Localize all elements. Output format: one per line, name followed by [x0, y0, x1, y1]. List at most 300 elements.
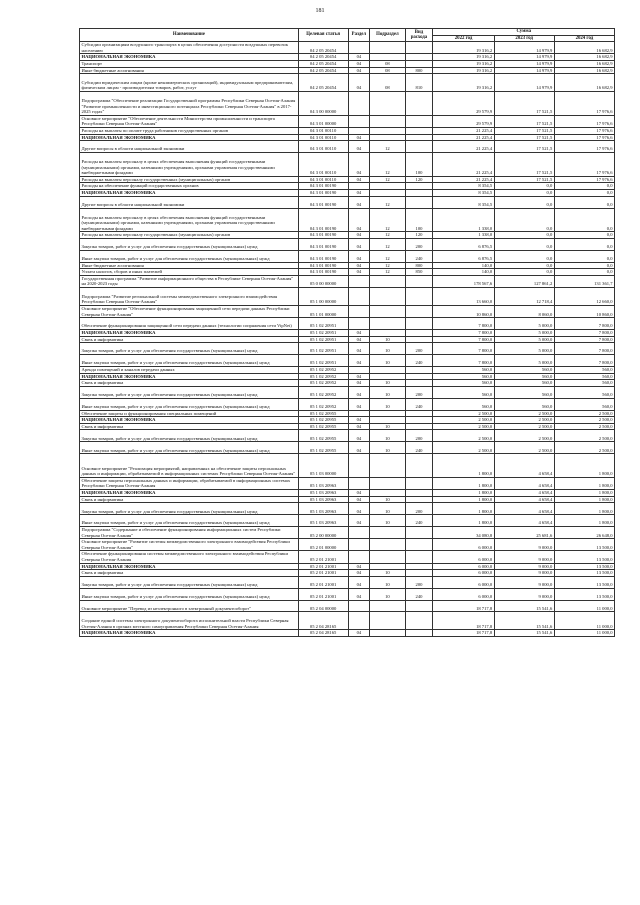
row-sum-2023: 14 979,9 — [494, 42, 554, 54]
row-sum-2024: 16 682,9 — [554, 60, 614, 67]
table-row — [80, 92, 615, 116]
row-sum-2023: 9 000,0 — [494, 576, 554, 588]
row-section: 04 — [348, 380, 370, 387]
row-name: Закупка товаров, работ и услуг для обеспечения государственных (муниципальных) нужд — [80, 238, 299, 250]
row-subsection — [370, 477, 405, 489]
row-subsection — [370, 288, 405, 306]
table-row — [80, 262, 615, 269]
row-sum-2023: 4 658,4 — [494, 477, 554, 489]
row-sum-2022: 2 500,0 — [433, 430, 494, 442]
row-sum-2022: 21 225,4 — [433, 134, 494, 141]
row-sum-2022: 6 000,0 — [433, 539, 494, 551]
row-sum-2023: 9 000,0 — [494, 539, 554, 551]
row-section: 04 — [348, 442, 370, 454]
row-sum-2022: 560,0 — [433, 386, 494, 398]
row-section: 04 — [348, 153, 370, 177]
row-sum-2022: 6 000,0 — [433, 576, 494, 588]
row-target-code: 04 2 05 20454 — [298, 60, 348, 67]
row-sum-2023: 0,0 — [494, 183, 554, 190]
row-sum-2024: 2 500,0 — [554, 423, 614, 430]
row-section: 04 — [348, 563, 370, 570]
row-name: Иные закупки товаров, работ и услуг для обеспечения государственных (муниципальных) нужд — [80, 250, 299, 262]
row-name: НАЦИОНАЛЬНАЯ ЭКОНОМИКА — [80, 134, 299, 141]
row-expense-type: 200 — [405, 576, 433, 588]
row-subsection: 10 — [370, 386, 405, 398]
table-row — [80, 269, 615, 276]
row-section: 04 — [348, 398, 370, 410]
row-subsection: 12 — [370, 176, 405, 183]
row-subsection — [370, 190, 405, 197]
row-target-code: 04 3 01 00190 — [298, 196, 348, 208]
row-expense-type: 240 — [405, 398, 433, 410]
row-name: Подпрограмма "Обеспечение реализации Государственной программы Республики Северная Осетия-Алания "Развитие промышленности и инвестиционного потенциала Республики Северная Осетия-Алания" в 2017-2025 годах" — [80, 92, 299, 116]
row-subsection: 12 — [370, 269, 405, 276]
row-name: НАЦИОНАЛЬНАЯ ЭКОНОМИКА — [80, 563, 299, 570]
row-sum-2022: 34 080,8 — [433, 527, 494, 539]
row-sum-2024: 1 800,0 — [554, 477, 614, 489]
row-sum-2023: 2 500,0 — [494, 417, 554, 424]
table-row — [80, 238, 615, 250]
row-sum-2022: 1 800,0 — [433, 496, 494, 503]
row-section: 04 — [348, 490, 370, 497]
row-sum-2022: 8 354,5 — [433, 183, 494, 190]
page-number: 181 — [315, 8, 325, 14]
row-name: Иные бюджетные ассигнования — [80, 262, 299, 269]
row-expense-type — [405, 183, 433, 190]
row-sum-2023: 9 000,0 — [494, 551, 554, 563]
row-section: 04 — [348, 54, 370, 61]
row-name: Связь и информатика — [80, 423, 299, 430]
header-expense-type: Вид расхода — [405, 29, 433, 42]
row-subsection: 10 — [370, 355, 405, 367]
row-expense-type — [405, 60, 433, 67]
row-sum-2024: 0,0 — [554, 250, 614, 262]
row-sum-2022: 1 800,0 — [433, 503, 494, 515]
row-subsection — [370, 490, 405, 497]
row-section — [348, 527, 370, 539]
row-sum-2022: 7 800,0 — [433, 336, 494, 343]
row-section: 04 — [348, 386, 370, 398]
row-name: Расходы на выплаты персоналу в целях обеспечения выполнения функций государственными (муниципальными) органами, казенными учреждениями, органами управления государственными внебюджетными фондами — [80, 153, 299, 177]
row-sum-2023: 5 000,0 — [494, 343, 554, 355]
budget-table — [79, 28, 615, 637]
table-row — [80, 430, 615, 442]
row-section — [348, 612, 370, 630]
row-sum-2024: 16 682,9 — [554, 54, 614, 61]
table-row — [80, 366, 615, 373]
table-row — [80, 115, 615, 127]
row-subsection: 12 — [370, 238, 405, 250]
row-sum-2022: 1 800,0 — [433, 477, 494, 489]
row-name: Обеспечение функционирования системы межведомственного электронного взаимодействия Республики Северная Осетия-Алания — [80, 551, 299, 563]
row-target-code: 05 1 02 20955 — [298, 430, 348, 442]
row-expense-type — [405, 141, 433, 153]
row-sum-2022: 140,0 — [433, 262, 494, 269]
row-sum-2023: 9 000,0 — [494, 570, 554, 577]
row-subsection: 10 — [370, 570, 405, 577]
row-target-code: 05 2 01 21001 — [298, 551, 348, 563]
row-section — [348, 410, 370, 417]
table-row — [80, 527, 615, 539]
row-sum-2023: 4 658,4 — [494, 490, 554, 497]
table-row — [80, 398, 615, 410]
row-name: Субсидии юридическим лицам (кроме некоммерческих организаций), индивидуальным предпринимателям, физическим лицам - производителям товаров, работ, услуг — [80, 74, 299, 92]
row-section — [348, 305, 370, 317]
row-sum-2022: 18 717,8 — [433, 600, 494, 612]
row-name: Подпрограмма "Развитие региональной системы межведомственного электронного взаимодействия Республики Северная Осетия-Алания" — [80, 288, 299, 306]
row-section: 04 — [348, 141, 370, 153]
row-target-code: 05 1 02 20951 — [298, 355, 348, 367]
row-name: Основное мероприятие "Обеспечение функционирования защищенной сети передачи данных Республики Северная Осетия-Алания" — [80, 305, 299, 317]
row-sum-2024: 560,0 — [554, 380, 614, 387]
table-row — [80, 330, 615, 337]
row-target-code: 05 1 03 20963 — [298, 490, 348, 497]
row-sum-2024: 560,0 — [554, 366, 614, 373]
row-expense-type: 240 — [405, 250, 433, 262]
row-sum-2022: 6 000,0 — [433, 551, 494, 563]
row-expense-type: 240 — [405, 355, 433, 367]
row-target-code: 05 1 03 20963 — [298, 477, 348, 489]
row-expense-type: 200 — [405, 430, 433, 442]
row-sum-2024: 13 500,0 — [554, 551, 614, 563]
row-section: 04 — [348, 67, 370, 74]
row-name: Основное мероприятие "Перевод из неэлектронного в электронный документооборот" — [80, 600, 299, 612]
row-expense-type: 200 — [405, 503, 433, 515]
row-target-code: 04 3 01 00110 — [298, 127, 348, 134]
row-target-code: 04 2 05 20454 — [298, 67, 348, 74]
table-row — [80, 232, 615, 239]
row-target-code: 05 1 02 20955 — [298, 417, 348, 424]
table-row — [80, 576, 615, 588]
row-target-code: 04 3 01 00190 — [298, 238, 348, 250]
table-row — [80, 54, 615, 61]
row-target-code: 04 3 01 00110 — [298, 176, 348, 183]
table-row — [80, 380, 615, 387]
row-expense-type — [405, 527, 433, 539]
row-sum-2022: 19 316,2 — [433, 74, 494, 92]
row-target-code: 05 1 02 20952 — [298, 366, 348, 373]
row-sum-2023: 15 541,6 — [494, 630, 554, 637]
row-target-code: 05 1 03 20963 — [298, 496, 348, 503]
row-target-code: 05 1 02 20952 — [298, 398, 348, 410]
row-sum-2024: 7 800,0 — [554, 343, 614, 355]
row-sum-2024: 0,0 — [554, 232, 614, 239]
table-row — [80, 343, 615, 355]
row-name: НАЦИОНАЛЬНАЯ ЭКОНОМИКА — [80, 417, 299, 424]
table-row — [80, 134, 615, 141]
row-sum-2024: 17 976,6 — [554, 141, 614, 153]
row-target-code: 05 1 03 20963 — [298, 515, 348, 527]
row-name: Закупка товаров, работ и услуг для обеспечения государственных (муниципальных) нужд — [80, 430, 299, 442]
row-target-code: 05 2 04 00000 — [298, 600, 348, 612]
table-row — [80, 630, 615, 637]
row-target-code: 04 2 05 20454 — [298, 54, 348, 61]
row-subsection — [370, 454, 405, 478]
table-row — [80, 490, 615, 497]
row-subsection — [370, 410, 405, 417]
row-sum-2024: 11 000,0 — [554, 600, 614, 612]
row-sum-2023: 127 861,2 — [494, 275, 554, 287]
row-sum-2023: 0,0 — [494, 250, 554, 262]
row-name: НАЦИОНАЛЬНАЯ ЭКОНОМИКА — [80, 54, 299, 61]
row-sum-2022: 29 579,9 — [433, 115, 494, 127]
table-row — [80, 570, 615, 577]
row-sum-2024: 560,0 — [554, 398, 614, 410]
row-section: 04 — [348, 503, 370, 515]
row-target-code: 04 3 01 00000 — [298, 115, 348, 127]
row-subsection: 12 — [370, 232, 405, 239]
row-subsection: 10 — [370, 423, 405, 430]
table-row — [80, 442, 615, 454]
row-expense-type — [405, 380, 433, 387]
row-sum-2022: 6 876,5 — [433, 250, 494, 262]
table-row — [80, 588, 615, 600]
row-section — [348, 539, 370, 551]
row-section — [348, 551, 370, 563]
row-expense-type — [405, 366, 433, 373]
row-sum-2022: 10 860,0 — [433, 305, 494, 317]
row-subsection — [370, 92, 405, 116]
row-sum-2023: 5 000,0 — [494, 330, 554, 337]
row-target-code: 04 3 01 00190 — [298, 232, 348, 239]
row-subsection: 08 — [370, 60, 405, 67]
row-expense-type: 800 — [405, 262, 433, 269]
row-subsection — [370, 417, 405, 424]
table-row — [80, 477, 615, 489]
row-target-code: 04 3 01 00190 — [298, 262, 348, 269]
row-sum-2022: 19 316,2 — [433, 67, 494, 74]
row-sum-2023: 8 060,0 — [494, 305, 554, 317]
row-subsection — [370, 127, 405, 134]
row-name: Обеспечение защиты персональных данных и информации, обрабатываемой в информационных системах Республики Северная Осетия-Алания — [80, 477, 299, 489]
row-target-code: 05 1 02 20955 — [298, 423, 348, 430]
row-sum-2023: 0,0 — [494, 269, 554, 276]
row-sum-2023: 14 979,9 — [494, 74, 554, 92]
table-row — [80, 539, 615, 551]
row-sum-2024: 0,0 — [554, 269, 614, 276]
row-sum-2022: 6 000,0 — [433, 563, 494, 570]
row-name: Закупка товаров, работ и услуг для обеспечения государственных (муниципальных) нужд — [80, 576, 299, 588]
row-expense-type — [405, 539, 433, 551]
row-expense-type — [405, 454, 433, 478]
row-sum-2022: 7 800,0 — [433, 343, 494, 355]
row-expense-type — [405, 630, 433, 637]
row-sum-2022: 6 876,5 — [433, 238, 494, 250]
row-name: Иные закупки товаров, работ и услуг для обеспечения государственных (муниципальных) нужд — [80, 398, 299, 410]
row-section: 04 — [348, 262, 370, 269]
row-target-code: 04 3 01 00190 — [298, 250, 348, 262]
row-section: 04 — [348, 355, 370, 367]
row-sum-2024: 17 976,6 — [554, 115, 614, 127]
row-name: Государственная программа "Развитие информационного общества в Республике Северная Осетия-Алания" на 2020-2023 годы — [80, 275, 299, 287]
row-expense-type — [405, 496, 433, 503]
row-target-code: 04 3 01 00190 — [298, 190, 348, 197]
row-target-code: 05 1 02 20952 — [298, 380, 348, 387]
row-subsection: 10 — [370, 576, 405, 588]
row-name: Связь и информатика — [80, 570, 299, 577]
table-row — [80, 141, 615, 153]
table-row — [80, 153, 615, 177]
row-sum-2023: 2 500,0 — [494, 430, 554, 442]
row-sum-2023: 560,0 — [494, 398, 554, 410]
row-name: Другие вопросы в области национальной экономики — [80, 141, 299, 153]
row-name: Связь и информатика — [80, 336, 299, 343]
row-sum-2022: 6 000,0 — [433, 570, 494, 577]
row-sum-2023: 0,0 — [494, 262, 554, 269]
row-name: Иные бюджетные ассигнования — [80, 67, 299, 74]
row-sum-2024: 26 648,0 — [554, 527, 614, 539]
row-sum-2023: 14 979,9 — [494, 67, 554, 74]
row-section: 04 — [348, 588, 370, 600]
row-target-code: 05 1 02 20951 — [298, 318, 348, 330]
row-expense-type — [405, 336, 433, 343]
row-name: Основное мероприятие "Реализация мероприятий, направленных на обеспечение защиты персональных данных и информации, обрабатываемой в информационных системах Республики Северная Осетия-Алания" — [80, 454, 299, 478]
row-sum-2024: 0,0 — [554, 196, 614, 208]
row-sum-2024: 17 976,6 — [554, 127, 614, 134]
row-expense-type — [405, 42, 433, 54]
row-sum-2024: 10 860,0 — [554, 305, 614, 317]
row-target-code: 04 3 00 00000 — [298, 92, 348, 116]
row-subsection — [370, 134, 405, 141]
row-sum-2024: 13 500,0 — [554, 588, 614, 600]
table-row — [80, 67, 615, 74]
row-section: 04 — [348, 74, 370, 92]
table-row — [80, 612, 615, 630]
row-sum-2024: 1 800,0 — [554, 490, 614, 497]
row-expense-type — [405, 92, 433, 116]
row-target-code: 04 3 01 00110 — [298, 141, 348, 153]
row-sum-2022: 21 225,4 — [433, 141, 494, 153]
row-sum-2024: 7 800,0 — [554, 330, 614, 337]
row-expense-type — [405, 612, 433, 630]
row-sum-2024: 7 800,0 — [554, 336, 614, 343]
table-row — [80, 410, 615, 417]
row-sum-2023: 15 541,6 — [494, 612, 554, 630]
row-sum-2023: 5 000,0 — [494, 355, 554, 367]
table-row — [80, 74, 615, 92]
row-subsection — [370, 318, 405, 330]
row-expense-type: 240 — [405, 588, 433, 600]
row-section — [348, 92, 370, 116]
row-subsection — [370, 600, 405, 612]
row-sum-2023: 4 658,4 — [494, 503, 554, 515]
header-sum: Сумма — [433, 29, 615, 36]
table-row — [80, 190, 615, 197]
row-sum-2023: 560,0 — [494, 366, 554, 373]
row-sum-2022: 19 316,2 — [433, 60, 494, 67]
row-name: Уплата налогов, сборов и иных платежей — [80, 269, 299, 276]
row-subsection — [370, 551, 405, 563]
row-sum-2023: 17 521,5 — [494, 153, 554, 177]
row-sum-2024: 12 660,0 — [554, 288, 614, 306]
row-target-code: 04 2 05 20454 — [298, 74, 348, 92]
row-target-code: 04 3 01 00190 — [298, 208, 348, 232]
row-name: Создание единой системы электронного документооборота исполнительной власти Республики Северная Осетия-Алания в органах местного самоуправления Республики Северная Осетия-Алания — [80, 612, 299, 630]
row-sum-2024: 13 500,0 — [554, 576, 614, 588]
row-sum-2022: 560,0 — [433, 366, 494, 373]
row-sum-2022: 1 800,0 — [433, 454, 494, 478]
table-row — [80, 503, 615, 515]
row-subsection — [370, 539, 405, 551]
row-subsection — [370, 42, 405, 54]
row-name: Субсидии организациям воздушного транспорта в целях обеспечения доступности воздушных перевозок населению — [80, 42, 299, 54]
row-sum-2023: 4 658,4 — [494, 496, 554, 503]
table-row — [80, 600, 615, 612]
row-sum-2022: 18 717,8 — [433, 630, 494, 637]
row-section — [348, 366, 370, 373]
table-row — [80, 386, 615, 398]
row-target-code: 05 1 02 20951 — [298, 336, 348, 343]
row-name: Закупка товаров, работ и услуг для обеспечения государственных (муниципальных) нужд — [80, 503, 299, 515]
row-subsection — [370, 373, 405, 380]
row-sum-2022: 8 354,5 — [433, 190, 494, 197]
row-sum-2023: 2 500,0 — [494, 423, 554, 430]
row-sum-2024: 16 682,9 — [554, 74, 614, 92]
header-year-2023: 2023 год — [494, 35, 554, 42]
row-expense-type — [405, 190, 433, 197]
header-subsection: Подраздел — [370, 29, 405, 42]
row-expense-type: 240 — [405, 515, 433, 527]
row-name: Обеспечение защиты и функционирования специальных помещений — [80, 410, 299, 417]
row-sum-2023: 560,0 — [494, 373, 554, 380]
row-section: 04 — [348, 373, 370, 380]
row-subsection: 10 — [370, 430, 405, 442]
row-subsection — [370, 366, 405, 373]
row-sum-2024: 0,0 — [554, 238, 614, 250]
row-expense-type — [405, 373, 433, 380]
row-sum-2023: 0,0 — [494, 208, 554, 232]
row-sum-2022: 2 500,0 — [433, 442, 494, 454]
row-sum-2022: 19 316,2 — [433, 42, 494, 54]
row-sum-2024: 11 000,0 — [554, 612, 614, 630]
row-sum-2023: 9 000,0 — [494, 563, 554, 570]
row-sum-2024: 7 800,0 — [554, 318, 614, 330]
row-sum-2024: 1 800,0 — [554, 515, 614, 527]
row-expense-type — [405, 305, 433, 317]
table-body — [80, 42, 615, 637]
row-section — [348, 288, 370, 306]
row-section — [348, 183, 370, 190]
row-subsection — [370, 527, 405, 539]
row-subsection: 08 — [370, 67, 405, 74]
row-sum-2023: 0,0 — [494, 196, 554, 208]
row-sum-2024: 16 682,9 — [554, 67, 614, 74]
row-name: Расходы на выплаты персоналу государственных (муниципальных) органов — [80, 176, 299, 183]
row-target-code: 05 2 01 21001 — [298, 563, 348, 570]
row-name: Аренда помещений и каналов передачи данных — [80, 366, 299, 373]
row-expense-type — [405, 477, 433, 489]
table-row — [80, 275, 615, 287]
row-subsection — [370, 54, 405, 61]
row-target-code: 05 1 03 20963 — [298, 503, 348, 515]
row-expense-type — [405, 600, 433, 612]
row-expense-type — [405, 551, 433, 563]
row-section: 04 — [348, 60, 370, 67]
row-subsection: 10 — [370, 442, 405, 454]
row-sum-2024: 17 976,6 — [554, 134, 614, 141]
row-subsection — [370, 183, 405, 190]
row-sum-2024: 0,0 — [554, 190, 614, 197]
row-target-code: 04 3 01 00110 — [298, 134, 348, 141]
row-sum-2022: 2 500,0 — [433, 423, 494, 430]
row-sum-2022: 13 660,0 — [433, 288, 494, 306]
row-sum-2023: 4 658,4 — [494, 454, 554, 478]
table-row — [80, 551, 615, 563]
row-expense-type — [405, 127, 433, 134]
row-sum-2023: 17 521,5 — [494, 141, 554, 153]
row-expense-type: 800 — [405, 67, 433, 74]
row-subsection: 12 — [370, 208, 405, 232]
